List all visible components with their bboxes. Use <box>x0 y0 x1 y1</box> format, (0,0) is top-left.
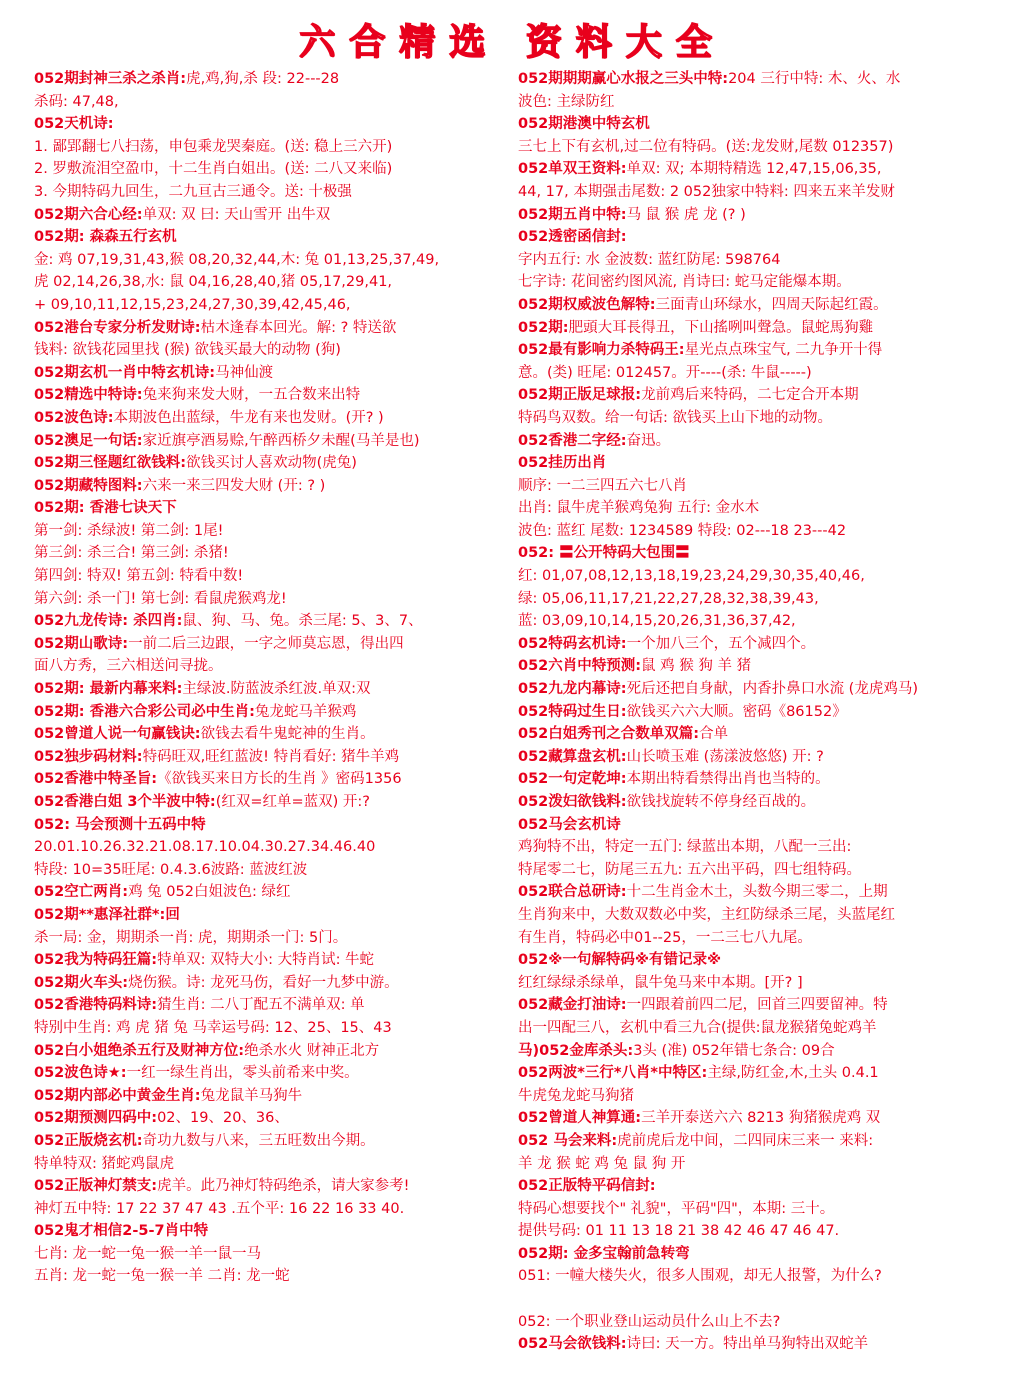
entry-heading: 052单双王资料: <box>518 161 627 178</box>
entry-text: 波色: 主绿防红 <box>518 93 615 110</box>
left-entry <box>34 633 500 656</box>
left-entry <box>34 91 500 114</box>
entry-text: 052: 一个职业登山运动员什么山上不去? <box>518 1313 781 1330</box>
entry-text: 肥頭大耳長得丑，下山搖咧叫聲急。鼠蛇馬狗雞 <box>568 319 874 336</box>
entry-text: 第一剑: 杀绿波! 第二剑: 1尾! <box>34 522 224 539</box>
entry-heading: 052挂历出肖 <box>518 455 607 472</box>
left-entry <box>34 791 500 814</box>
right-entry <box>518 972 998 995</box>
entry-text: 意。(类) 旺尾: 012457。开----(杀: 牛鼠-----) <box>518 364 812 381</box>
left-entry <box>34 249 500 272</box>
left-entry <box>34 384 500 407</box>
left-entry <box>34 181 500 204</box>
page-title: 六合精选 资料大全 <box>299 21 726 63</box>
entry-text: 羊 龙 猴 蛇 鸡 兔 鼠 狗 开 <box>518 1155 686 1172</box>
right-entry <box>518 1153 998 1176</box>
entry-text: 有生肖，特码必中01--25，一二三七八九尾。 <box>518 929 812 946</box>
entry-heading: 052两波*三行*八肖*中特区: <box>518 1065 708 1082</box>
entry-heading: 052最有影响力杀特码王: <box>518 342 685 359</box>
left-entry <box>34 1040 500 1063</box>
entry-text: 一个加八三个，五个减四个。 <box>626 635 816 652</box>
left-entry <box>34 1153 500 1176</box>
entry-text: + 09,10,11,12,15,23,24,27,30,39,42,45,46, <box>34 296 351 313</box>
entry-heading: 052: 马会预测十五码中特 <box>34 816 206 833</box>
entry-text: 合单 <box>699 726 729 743</box>
left-entry <box>34 1265 500 1288</box>
right-entry <box>518 136 998 159</box>
entry-text: 204 三行中特: 木、火、水 <box>728 71 901 87</box>
left-entry <box>34 339 500 362</box>
right-entry <box>518 475 998 498</box>
entry-text: 生肖狗来中，大数双数必中奖，主红防绿杀三尾，头蓝尾红 <box>518 906 895 923</box>
entry-heading: 052独步码材料: <box>34 748 143 765</box>
left-entry <box>34 204 500 227</box>
right-entry <box>518 1062 998 1085</box>
entry-text: 杀一局: 金，期期杀一肖: 虎，期期杀一门: 5门。 <box>34 929 348 946</box>
left-entry <box>34 497 500 520</box>
right-entry <box>518 91 998 114</box>
right-entry <box>518 723 998 746</box>
entry-heading: 052透密函信封: <box>518 229 627 246</box>
entry-heading: 052白小姐绝杀五行及财神方位: <box>34 1042 245 1059</box>
entry-text: 兔龙鼠羊马狗牛 <box>200 1087 303 1104</box>
entry-heading: 052期内部必中黄金生肖: <box>34 1087 201 1104</box>
entry-text: 牛虎兔龙蛇马狗猪 <box>518 1087 634 1104</box>
right-entry <box>518 158 998 181</box>
left-entry <box>34 1220 500 1243</box>
left-entry <box>34 859 500 882</box>
entry-heading: 052期预测四码中: <box>34 1110 158 1127</box>
entry-text: 主绿波.防蓝波杀红波.单双:双 <box>182 681 371 698</box>
entry-text: 山长喷玉难 (荡漾波悠悠) 开: ? <box>626 748 824 765</box>
left-entry <box>34 407 500 430</box>
entry-heading: 052马会玄机诗 <box>518 816 621 833</box>
entry-heading: 052期: 香港七诀天下 <box>34 500 177 517</box>
entry-heading: 052正版特平码信封: <box>518 1178 656 1195</box>
entry-heading: 052期山歌诗: <box>34 635 129 652</box>
entry-heading: 052藏算盘玄机: <box>518 748 627 765</box>
entry-heading: 052香港白姐 3个半波中特: <box>34 794 216 810</box>
entry-text: 欲钱去看牛鬼蛇神的生肖。 <box>200 726 375 743</box>
entry-heading: 052六肖中特预测: <box>518 658 642 675</box>
entry-heading: 052特码玄机诗: <box>518 635 627 652</box>
right-entry <box>518 1175 998 1198</box>
right-entry <box>518 1311 998 1334</box>
left-entry <box>34 1243 500 1266</box>
entry-heading: 052正版神灯禁支: <box>34 1178 158 1195</box>
right-entry <box>518 1220 998 1243</box>
right-entry <box>518 430 998 453</box>
right-entry <box>518 204 998 227</box>
left-entry <box>34 226 500 249</box>
entry-heading: 052期: <box>518 319 569 336</box>
entry-text: 家近旗亭酒易赊,午醉西桥夕未醒(马羊是也) <box>142 432 420 449</box>
entry-heading: 052期: 香港六合彩公司必中生肖: <box>34 703 255 720</box>
entry-heading: 052香港特码料诗: <box>34 997 158 1014</box>
left-entry <box>34 881 500 904</box>
left-entry <box>34 1130 500 1153</box>
entry-text: 兔龙蛇马羊猴鸡 <box>254 703 357 720</box>
right-entry <box>518 1288 998 1311</box>
left-entry <box>34 294 500 317</box>
right-entry <box>518 633 998 656</box>
left-entry <box>34 1107 500 1130</box>
right-entry <box>518 1198 998 1221</box>
entry-heading: 052期火车头: <box>34 974 129 991</box>
left-entry <box>34 362 500 385</box>
entry-heading: 052期: 金多宝翰前急转弯 <box>518 1245 690 1262</box>
entry-text: 七字诗: 花间密约图风流, 肖诗曰: 蛇马定能爆本期。 <box>518 274 851 291</box>
left-entry <box>34 271 500 294</box>
entry-text: 特段: 10=35旺尾: 0.4.3.6波路: 蓝波红波 <box>34 861 308 878</box>
entry-text: 欲钱买讨人喜欢动物(虎兔) <box>186 455 357 472</box>
entry-text: 诗曰: 天一方。特出单马狗特出双蛇羊 <box>626 1336 869 1353</box>
entry-text: 奇功九数与八来，三五旺数出今期。 <box>142 1132 375 1149</box>
entry-heading: 052期: 森森五行玄机 <box>34 229 177 246</box>
entry-text: 欲钱找旋转不停身经百战的。 <box>626 794 816 810</box>
right-entry <box>518 610 998 633</box>
left-entry <box>34 904 500 927</box>
entry-text: 特码鸟双数。给一句话: 欲钱买上山下地的动物。 <box>518 409 832 426</box>
entry-text: 鸡狗特不出，特定一五门: 绿蓝出本期，八配一三出: <box>518 839 852 856</box>
entry-heading: 052期三怪题红欲钱料: <box>34 455 187 472</box>
entry-heading: 052空亡两肖: <box>34 884 129 901</box>
right-entry <box>518 68 998 91</box>
right-entry <box>518 949 998 972</box>
left-entry <box>34 452 500 475</box>
entry-text: 特码心想要找个" 礼貌"，平码"四"，本期: 三十。 <box>518 1200 835 1217</box>
left-entry <box>34 836 500 859</box>
entry-text: 马 鼠 猴 虎 龙 (? ) <box>626 206 746 223</box>
left-entry <box>34 588 500 611</box>
right-entry <box>518 520 998 543</box>
right-entry <box>518 339 998 362</box>
entry-heading: 052香港中特圣旨: <box>34 771 158 788</box>
entry-text: 051: 一幢大楼失火，很多人围观，却无人报警，为什么? <box>518 1268 882 1285</box>
left-entry <box>34 1017 500 1040</box>
entry-heading: 052期: 最新内幕来料: <box>34 681 183 698</box>
right-entry <box>518 927 998 950</box>
left-entry <box>34 1198 500 1221</box>
entry-heading: 052期权威波色解特: <box>518 296 656 313</box>
left-entry <box>34 610 500 633</box>
entry-text: 出一四配三八，玄机中看三九合(提供:鼠龙猴猪兔蛇鸡羊 <box>518 1019 877 1036</box>
entry-text: 十二生肖金木土，头数今期三零二，上期 <box>626 884 888 901</box>
entry-heading: 052我为特码狂篇: <box>34 952 158 969</box>
right-entry <box>518 271 998 294</box>
entry-text: 本期波色出蓝绿，牛龙有来也发财。(开? ) <box>113 409 384 426</box>
left-entry <box>34 1175 500 1198</box>
entry-heading: 052※一句解特码※有错记录※ <box>518 952 722 969</box>
left-entry <box>34 158 500 181</box>
right-entry <box>518 678 998 701</box>
entry-heading: 052期六合心经: <box>34 206 143 223</box>
entry-heading: 052香港二字经: <box>518 432 627 449</box>
entry-text: 蓝: 03,09,10,14,15,20,26,31,36,37,42, <box>518 613 796 630</box>
entry-heading: 052藏金打油诗: <box>518 997 627 1014</box>
entry-text: 奋迅。 <box>626 432 671 449</box>
entry-text: (红双=红单=蓝双) 开:? <box>215 794 371 810</box>
left-entry <box>34 68 500 91</box>
right-entry <box>518 588 998 611</box>
left-entry <box>34 814 500 837</box>
entry-text: 波色: 蓝红 尾数: 1234589 特段: 02---18 23---42 <box>518 522 847 539</box>
entry-text: 五肖: 龙一蛇一兔一猴一羊 二肖: 龙一蛇 <box>34 1268 290 1285</box>
right-entry <box>518 1040 998 1063</box>
entry-text: 马神仙渡 <box>215 364 274 381</box>
entry-heading: 052期玄机一肖中特玄机诗: <box>34 364 216 381</box>
entry-text: 三七上下有玄机,过二位有特码。(送:龙发财,尾数 012357) <box>518 138 894 155</box>
entry-heading: 052 马会来料: <box>518 1132 618 1149</box>
left-entry <box>34 520 500 543</box>
right-entry <box>518 1130 998 1153</box>
right-entry <box>518 294 998 317</box>
right-entry <box>518 497 998 520</box>
right-entry <box>518 1085 998 1108</box>
right-entry <box>518 1265 998 1288</box>
entry-text: 红: 01,07,08,12,13,18,19,23,24,29,30,35,40,46, <box>518 568 865 585</box>
entry-text: 本期出特看禁得出肖也当特的。 <box>626 771 830 788</box>
right-entry <box>518 249 998 272</box>
right-entry <box>518 836 998 859</box>
entry-text: 神灯五中特: 17 22 37 47 43 .五个平: 16 22 16 33 40. <box>34 1200 405 1217</box>
right-entry <box>518 701 998 724</box>
entry-text: 虎前虎后龙中间，二四同床三来一 来料: <box>617 1132 874 1149</box>
left-entry <box>34 136 500 159</box>
right-entry <box>518 881 998 904</box>
right-entry <box>518 1107 998 1130</box>
entry-text: 绝杀水火 财神正北方 <box>244 1042 380 1059</box>
entry-heading: 052期正版足球报: <box>518 387 642 404</box>
right-column <box>518 68 998 1384</box>
entry-text: 3. 今期特码九回生，二九亘古三通令。送: 十极强 <box>34 183 352 200</box>
entry-heading: 052期封神三杀之杀肖: <box>34 71 187 87</box>
entry-text: 鸡 兔 052白姐波色: 绿红 <box>128 884 291 901</box>
right-entry <box>518 181 998 204</box>
left-entry <box>34 565 500 588</box>
left-entry <box>34 655 500 678</box>
entry-heading: 052波色诗: <box>34 409 114 426</box>
entry-heading: 052九龙内幕诗: <box>518 681 627 698</box>
left-entry <box>34 1062 500 1085</box>
entry-heading: 052泼妇欲钱料: <box>518 794 627 810</box>
entry-text: 虎 02,14,26,38,水: 鼠 04,16,28,40,猪 05,17,29,41, <box>34 274 393 291</box>
entry-text: 红红绿绿杀绿单，鼠牛兔马来中本期。[开? ] <box>518 974 803 991</box>
entry-text: 绿: 05,06,11,17,21,22,27,28,32,38,39,43, <box>518 590 819 607</box>
entry-heading: 052曾道人神算通: <box>518 1110 642 1127</box>
entry-text: 特单特双: 猪蛇鸡鼠虎 <box>34 1155 174 1172</box>
entry-text: 三羊开泰送六六 8213 狗猪猴虎鸡 双 <box>641 1110 881 1127</box>
entry-text: 主绿,防红金,木,土头 0.4.1 <box>707 1065 879 1082</box>
left-column <box>34 68 500 1384</box>
entry-text: 单双: 双; 本期特精选 12,47,15,06,35, <box>626 161 882 178</box>
right-entry <box>518 859 998 882</box>
entry-heading: 052澳足一句话: <box>34 432 143 449</box>
right-entry <box>518 113 998 136</box>
entry-text: 特单双: 双特大小: 大特肖试: 牛蛇 <box>157 952 375 969</box>
entry-text: 星光点点珠宝气, 二九争开十得 <box>684 342 883 359</box>
entry-text: 虎,鸡,狗,杀 段: 22---28 <box>186 71 340 87</box>
entry-text: 2. 罗敷流泪空盈巾，十二生肖白姐出。(送: 二八又来临) <box>34 161 393 178</box>
right-entry <box>518 542 998 565</box>
entry-heading: 马)052金库杀头: <box>518 1042 634 1059</box>
entry-text: 第六剑: 杀一门! 第七剑: 看鼠虎猴鸡龙! <box>34 590 287 607</box>
entry-text: 鼠、狗、马、兔。杀三尾: 5、3、7、 <box>182 613 423 630</box>
entry-text: 出肖: 鼠牛虎羊猴鸡兔狗 五行: 金水木 <box>518 500 760 517</box>
left-entry <box>34 746 500 769</box>
left-entry <box>34 475 500 498</box>
entry-heading: 052波色诗★: <box>34 1065 127 1082</box>
left-entry <box>34 542 500 565</box>
entry-text: 《欲钱买来日方长的生肖 》密码1356 <box>157 771 402 788</box>
right-entry <box>518 655 998 678</box>
entry-text: 02、19、20、36、 <box>157 1110 289 1127</box>
left-entry <box>34 768 500 791</box>
entry-text: 兔来狗来发大财，一五合数来出特 <box>142 387 361 404</box>
right-entry <box>518 565 998 588</box>
entry-text: 20.01.10.26.32.21.08.17.10.04.30.27.34.46.40 <box>34 839 376 856</box>
entry-text: 面八方秀，三六相送问寻拢。 <box>34 658 223 675</box>
entry-text: 三面青山环绿水，四周天际起红霞。 <box>655 296 888 313</box>
entry-text: 龙前鸡后来特码，二七定合开本期 <box>641 387 859 404</box>
entry-text: 欲钱买六六大顺。密码《86152》 <box>626 703 847 720</box>
entry-text: 死后还把自身献，内香扑鼻口水流 (龙虎鸡马) <box>626 681 918 698</box>
right-entry <box>518 1017 998 1040</box>
entry-heading: 052: 〓公开特码大包围〓 <box>518 545 690 562</box>
entry-heading: 052期五肖中特: <box>518 206 627 223</box>
right-entry <box>518 1243 998 1266</box>
entry-text: 特别中生肖: 鸡 虎 猪 兔 马幸运号码: 12、25、15、43 <box>34 1019 392 1036</box>
left-entry <box>34 1085 500 1108</box>
entry-text: 第三剑: 杀三合! 第三剑: 杀猪! <box>34 545 229 562</box>
right-entry <box>518 994 998 1017</box>
entry-text: 钱料: 欲钱花园里找 (猴) 欲钱买最大的动物 (狗) <box>34 342 341 359</box>
entry-text: 1. 鄙郢翻七八扫荡，申包乘龙哭秦庭。(送: 稳上三六开) <box>34 138 393 155</box>
left-entry <box>34 701 500 724</box>
right-entry <box>518 452 998 475</box>
right-entry <box>518 226 998 249</box>
entry-heading: 052正版烧玄机: <box>34 1132 143 1149</box>
entry-text: 七肖: 龙一蛇一兔一猴一羊一鼠一马 <box>34 1245 261 1262</box>
entry-text: 特尾零二七，防尾三五九: 五六出平码，四七组特码。 <box>518 861 861 878</box>
right-entry <box>518 407 998 430</box>
entry-text: 猜生肖: 二八丁配五不满单双: 单 <box>157 997 365 1014</box>
left-entry <box>34 723 500 746</box>
entry-text: 第四剑: 特双! 第五剑: 特看中数! <box>34 568 244 585</box>
right-entry <box>518 746 998 769</box>
left-entry <box>34 678 500 701</box>
right-entry <box>518 768 998 791</box>
right-entry <box>518 814 998 837</box>
entry-text: 枯木逢春本回光。解: ? 特送欲 <box>200 319 397 336</box>
entry-text: 提供号码: 01 11 13 18 21 38 42 46 47 46 47. <box>518 1223 840 1240</box>
entry-text: 虎羊。此乃神灯特码绝杀，请大家参考! <box>157 1178 410 1195</box>
right-entry <box>518 1333 998 1356</box>
entry-text: 特码旺双,旺红蓝波! 特肖看好: 猪牛羊鸡 <box>142 748 400 765</box>
entry-text: 杀码: 47,48, <box>34 93 119 110</box>
entry-text: 一红一绿生肖出，零头前希来中奖。 <box>126 1065 359 1082</box>
entry-text: 金: 鸡 07,19,31,43,猴 08,20,32,44,木: 兔 01,13,25,37,49, <box>34 251 440 268</box>
left-entry <box>34 949 500 972</box>
entry-text: 一前二后三边跟，一字之师莫忘恩，得出四 <box>128 635 404 652</box>
right-entry <box>518 317 998 340</box>
entry-heading: 052期港澳中特玄机 <box>518 116 650 133</box>
entry-text: 顺序: 一二三四五六七八肖 <box>518 477 687 494</box>
entry-text: 字内五行: 水 金波数: 蓝红防尾: 598764 <box>518 251 781 268</box>
right-entry <box>518 362 998 385</box>
entry-heading: 052期**惠泽社群*:回 <box>34 906 180 923</box>
entry-heading: 052精选中特诗: <box>34 387 143 404</box>
entry-heading: 052特码过生日: <box>518 703 627 720</box>
entry-text: 单双: 双 曰: 天山雪开 出牛双 <box>142 206 331 223</box>
entry-heading: 052九龙传诗: 杀四肖: <box>34 613 183 630</box>
entry-text: 3头 (准) 052年错七条合: 09合 <box>633 1042 835 1059</box>
entry-text: 烧伤猴。诗: 龙死马伤，看好一九梦中游。 <box>128 974 399 991</box>
entry-heading: 052曾道人说一句赢钱诀: <box>34 726 201 743</box>
entry-heading: 052马会欲钱料: <box>518 1336 627 1353</box>
entry-heading: 052期期期赢心水报之三头中特: <box>518 71 729 87</box>
entry-heading: 052联合总研诗: <box>518 884 627 901</box>
left-entry <box>34 430 500 453</box>
entry-text: 鼠 鸡 猴 狗 羊 猪 <box>641 658 752 675</box>
left-entry <box>34 317 500 340</box>
left-entry <box>34 113 500 136</box>
left-entry <box>34 994 500 1017</box>
left-entry <box>34 927 500 950</box>
entry-text: 44, 17, 本期强击尾数: 2 052独家中特料: 四来五来羊发财 <box>518 183 895 200</box>
right-entry <box>518 384 998 407</box>
entry-heading: 052港台专家分析发财诗: <box>34 319 201 336</box>
entry-heading: 052天机诗: <box>34 116 114 133</box>
right-entry <box>518 904 998 927</box>
entry-text: 六来一来三四发大财 (开: ? ) <box>142 477 326 494</box>
right-entry <box>518 791 998 814</box>
entry-heading: 052鬼才相信2-5-7肖中特 <box>34 1223 209 1240</box>
entry-heading: 052期藏特图料: <box>34 477 143 494</box>
entry-text: 一四跟着前四二尼，回首三四要留神。特 <box>626 997 888 1014</box>
left-entry <box>34 972 500 995</box>
entry-heading: 052一句定乾坤: <box>518 771 627 788</box>
entry-heading: 052白姐秀刊之合数单双篇: <box>518 726 700 743</box>
